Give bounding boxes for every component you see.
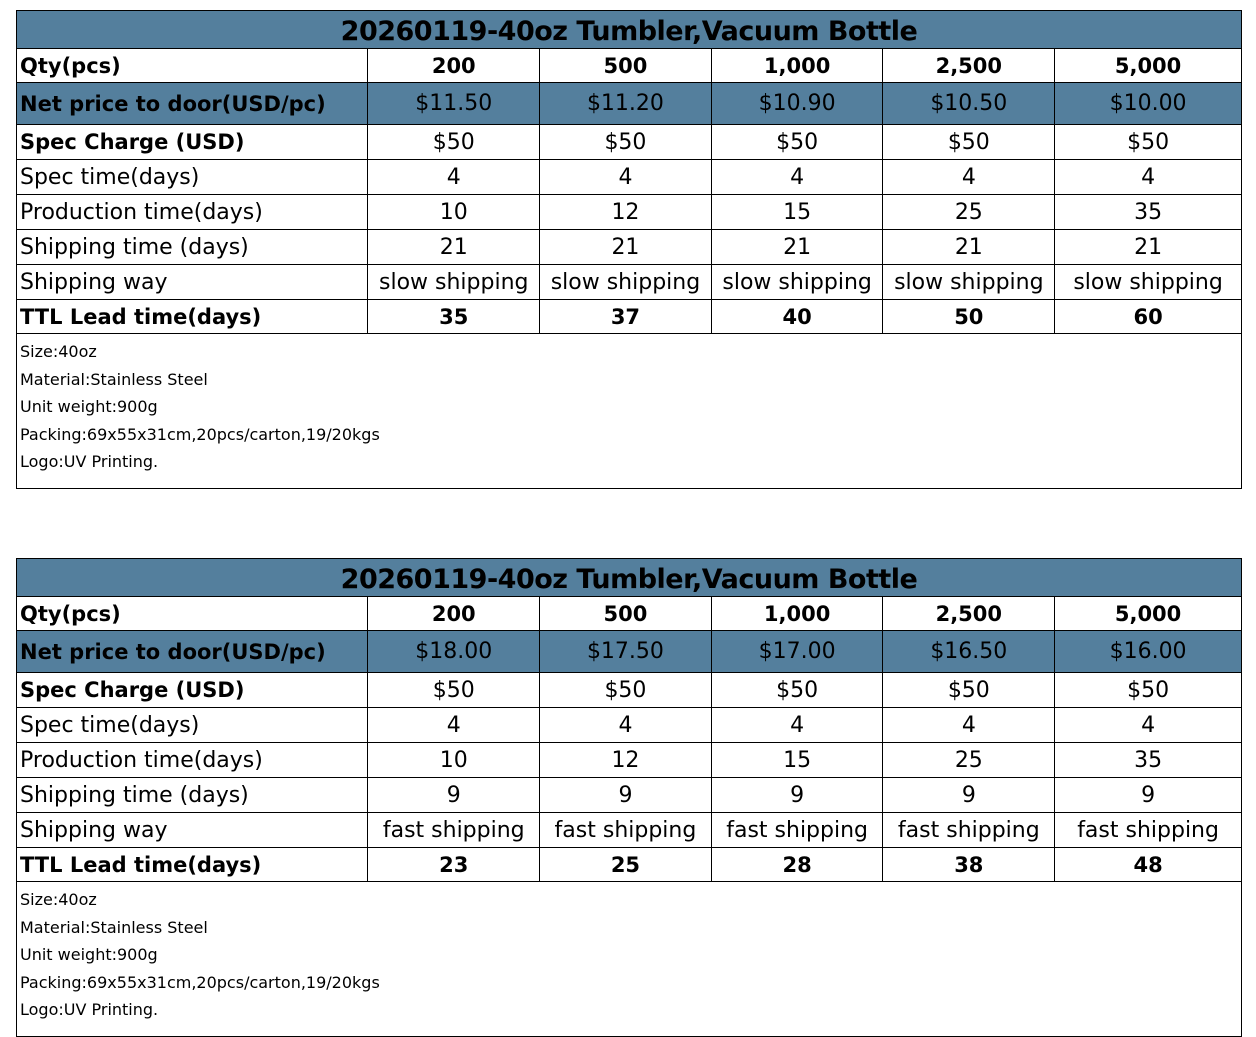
table-cell: 25 <box>540 848 712 882</box>
row-label: Qty(pcs) <box>17 49 368 83</box>
note-packing: Packing:69x55x31cm,20pcs/carton,19/20kgs <box>20 424 380 444</box>
table-cell: 1,000 <box>711 597 883 631</box>
table-cell: 25 <box>883 743 1055 778</box>
table-cell: 4 <box>368 160 540 195</box>
table-cell: fast shipping <box>540 813 712 848</box>
price-row <box>17 631 1242 673</box>
row-label: Shipping way <box>17 265 368 300</box>
notes-cell <box>17 334 1242 489</box>
spec-charge-row <box>17 673 1242 708</box>
table-cell: 4 <box>1055 160 1242 195</box>
table-cell: $16.00 <box>1055 631 1242 673</box>
table-cell: 5,000 <box>1055 597 1242 631</box>
table-title-row <box>17 11 1242 49</box>
table-cell: slow shipping <box>1055 265 1242 300</box>
table-cell: $50 <box>1055 673 1242 708</box>
table-cell: 35 <box>1055 195 1242 230</box>
table-cell: 21 <box>368 230 540 265</box>
table-cell: 10 <box>368 195 540 230</box>
table-cell: 9 <box>883 778 1055 813</box>
table-title-text: 20260119-40oz Tumbler,Vacuum Bottle <box>340 15 918 47</box>
table-cell: 2,500 <box>883 49 1055 83</box>
table-title <box>17 11 1242 49</box>
table-cell: 12 <box>540 743 712 778</box>
table-cell: $50 <box>368 125 540 160</box>
table-cell: 35 <box>1055 743 1242 778</box>
table-cell: 500 <box>540 597 712 631</box>
table-cell: 4 <box>711 708 883 743</box>
table-cell: 200 <box>368 49 540 83</box>
note-material: Material:Stainless Steel <box>20 917 208 937</box>
table-cell: 4 <box>540 708 712 743</box>
table-cell: $11.50 <box>368 83 540 125</box>
row-label: Shipping time (days) <box>17 778 368 813</box>
table-cell: 4 <box>368 708 540 743</box>
table-cell: 21 <box>711 230 883 265</box>
note-material: Material:Stainless Steel <box>20 369 208 389</box>
table-cell: 4 <box>711 160 883 195</box>
table-title <box>17 559 1242 597</box>
table-cell: $50 <box>368 673 540 708</box>
table-cell: $50 <box>540 125 712 160</box>
spec-charge-row <box>17 125 1242 160</box>
production-time-row <box>17 743 1242 778</box>
shipping-time-row <box>17 230 1242 265</box>
table-cell: $10.90 <box>711 83 883 125</box>
note-unit-weight: Unit weight:900g <box>20 945 158 965</box>
table-cell: $16.50 <box>883 631 1055 673</box>
shipping-time-row <box>17 778 1242 813</box>
table-cell: 40 <box>711 300 883 334</box>
table-cell: 4 <box>1055 708 1242 743</box>
row-label: Net price to door(USD/pc) <box>17 83 368 125</box>
qty-row <box>17 49 1242 83</box>
table-cell: $11.20 <box>540 83 712 125</box>
price-row <box>17 83 1242 125</box>
table-cell: 28 <box>711 848 883 882</box>
table-cell: 15 <box>711 743 883 778</box>
table-cell: fast shipping <box>368 813 540 848</box>
production-time-row <box>17 195 1242 230</box>
table-cell: 48 <box>1055 848 1242 882</box>
note-logo: Logo:UV Printing. <box>20 1000 159 1020</box>
table-title-text: 20260119-40oz Tumbler,Vacuum Bottle <box>340 563 918 595</box>
row-label: TTL Lead time(days) <box>17 300 368 334</box>
table-cell: $50 <box>711 673 883 708</box>
row-label: Net price to door(USD/pc) <box>17 631 368 673</box>
table-cell: 12 <box>540 195 712 230</box>
table-cell: 200 <box>368 597 540 631</box>
row-label: Spec time(days) <box>17 708 368 743</box>
quote-table-fast-shipping <box>16 558 1242 1037</box>
table-cell: 500 <box>540 49 712 83</box>
table-cell: slow shipping <box>540 265 712 300</box>
shipping-way-row <box>17 813 1242 848</box>
shipping-way-row <box>17 265 1242 300</box>
table-cell: 1,000 <box>711 49 883 83</box>
table-cell: slow shipping <box>883 265 1055 300</box>
row-label: Spec Charge (USD) <box>17 673 368 708</box>
table-cell: 23 <box>368 848 540 882</box>
row-label: TTL Lead time(days) <box>17 848 368 882</box>
table-cell: fast shipping <box>883 813 1055 848</box>
row-label: Shipping way <box>17 813 368 848</box>
table-cell: 4 <box>540 160 712 195</box>
table-cell: $50 <box>711 125 883 160</box>
table-cell: fast shipping <box>711 813 883 848</box>
table-title-row <box>17 559 1242 597</box>
table-cell: $50 <box>540 673 712 708</box>
table-cell: 21 <box>540 230 712 265</box>
table-cell: 21 <box>1055 230 1242 265</box>
table-cell: 25 <box>883 195 1055 230</box>
table-cell: 9 <box>1055 778 1242 813</box>
row-label: Spec Charge (USD) <box>17 125 368 160</box>
quote-table-slow-shipping <box>16 10 1242 489</box>
note-logo: Logo:UV Printing. <box>20 452 159 472</box>
table-cell: 37 <box>540 300 712 334</box>
table-cell: 2,500 <box>883 597 1055 631</box>
table-cell: 10 <box>368 743 540 778</box>
table-cell: 4 <box>883 160 1055 195</box>
table-cell: $50 <box>883 673 1055 708</box>
table-cell: 9 <box>540 778 712 813</box>
table-cell: 35 <box>368 300 540 334</box>
table-cell: fast shipping <box>1055 813 1242 848</box>
spec-time-row <box>17 160 1242 195</box>
qty-row <box>17 597 1242 631</box>
row-label: Production time(days) <box>17 743 368 778</box>
table-cell: 4 <box>883 708 1055 743</box>
note-unit-weight: Unit weight:900g <box>20 397 158 417</box>
note-packing: Packing:69x55x31cm,20pcs/carton,19/20kgs <box>20 972 380 992</box>
note-size: Size:40oz <box>20 342 97 361</box>
table-cell: $50 <box>1055 125 1242 160</box>
notes-row <box>17 334 1242 489</box>
row-label: Shipping time (days) <box>17 230 368 265</box>
table-cell: $10.00 <box>1055 83 1242 125</box>
table-cell: $50 <box>883 125 1055 160</box>
table-cell: 9 <box>368 778 540 813</box>
table-cell: 15 <box>711 195 883 230</box>
ttl-lead-time-row <box>17 848 1242 882</box>
note-size: Size:40oz <box>20 890 97 909</box>
table-cell: 21 <box>883 230 1055 265</box>
table-cell: slow shipping <box>368 265 540 300</box>
table-cell: $17.00 <box>711 631 883 673</box>
row-label: Qty(pcs) <box>17 597 368 631</box>
table-cell: 60 <box>1055 300 1242 334</box>
table-cell: $10.50 <box>883 83 1055 125</box>
table-cell: 9 <box>711 778 883 813</box>
table-cell: 50 <box>883 300 1055 334</box>
row-label: Spec time(days) <box>17 160 368 195</box>
notes-cell <box>17 882 1242 1037</box>
spec-time-row <box>17 708 1242 743</box>
table-cell: 5,000 <box>1055 49 1242 83</box>
ttl-lead-time-row <box>17 300 1242 334</box>
notes-row <box>17 882 1242 1037</box>
row-label: Production time(days) <box>17 195 368 230</box>
table-cell: slow shipping <box>711 265 883 300</box>
table-cell: 38 <box>883 848 1055 882</box>
table-cell: $17.50 <box>540 631 712 673</box>
table-cell: $18.00 <box>368 631 540 673</box>
